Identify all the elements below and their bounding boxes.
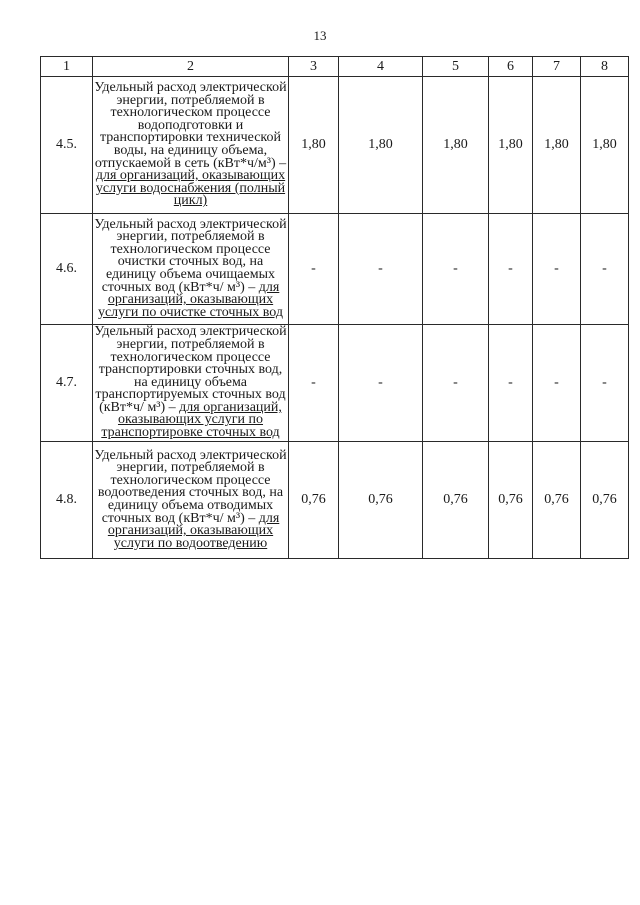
value-cell: 1,80 xyxy=(533,77,581,214)
value-cell: 1,80 xyxy=(339,77,423,214)
header-cell: 4 xyxy=(339,57,423,77)
table-row xyxy=(41,325,629,442)
row-description xyxy=(93,77,289,214)
header-cell: 7 xyxy=(533,57,581,77)
value-cell: 1,80 xyxy=(581,77,629,214)
value-cell: - xyxy=(533,214,581,325)
value-cell: 0,76 xyxy=(533,442,581,559)
value-cell: 0,76 xyxy=(581,442,629,559)
value-cell: - xyxy=(339,214,423,325)
value-cell: - xyxy=(339,325,423,442)
description-text: Удельный расход электрической энергии, потребляемой в технологическом процессе водоподготовки и транспортировки технической воды, на единицу объема, отпускаемой в сеть (кВт*ч/м³) – xyxy=(94,80,287,171)
value-cell: 0,76 xyxy=(339,442,423,559)
row-description xyxy=(93,214,289,325)
row-number: 4.6. xyxy=(41,214,93,325)
table-row xyxy=(41,442,629,559)
description-underlined-text: для организаций, оказывающих услуги по водоотведению xyxy=(107,510,280,551)
value-cell: - xyxy=(423,325,489,442)
table-row xyxy=(41,77,629,214)
table-row xyxy=(41,214,629,325)
value-cell: - xyxy=(489,214,533,325)
table-header-row xyxy=(41,57,629,77)
header-cell: 8 xyxy=(581,57,629,77)
value-cell: 0,76 xyxy=(423,442,489,559)
value-cell: - xyxy=(581,325,629,442)
row-number: 4.5. xyxy=(41,77,93,214)
header-cell: 6 xyxy=(489,57,533,77)
row-number: 4.8. xyxy=(41,442,93,559)
header-cell: 1 xyxy=(41,57,93,77)
row-description xyxy=(93,325,289,442)
value-cell: 0,76 xyxy=(489,442,533,559)
value-cell: 1,80 xyxy=(489,77,533,214)
description-text: Удельный расход электрической энергии, потребляемой в технологическом процессе транспортировки сточных вод, на единицу объема транспортируемых сточных вод (кВт*ч/ м³) – xyxy=(94,324,287,415)
header-cell: 3 xyxy=(289,57,339,77)
value-cell: 0,76 xyxy=(289,442,339,559)
description-text: Удельный расход электрической энергии, потребляемой в технологическом процессе очистки сточных вод, на единицу объема очищаемых сточных вод (кВт*ч/ м³) – xyxy=(94,216,287,295)
value-cell: - xyxy=(533,325,581,442)
value-cell: - xyxy=(581,214,629,325)
description-underlined-text: для организаций, оказывающих услуги по транспортировке сточных вод xyxy=(101,399,282,441)
value-cell: - xyxy=(289,325,339,442)
value-cell: 1,80 xyxy=(423,77,489,214)
value-cell: - xyxy=(423,214,489,325)
row-description xyxy=(93,442,289,559)
description-underlined-text: для организаций, оказывающих услуги по очистке сточных вод xyxy=(97,279,284,320)
description-underlined-text: для организаций, оказывающих услуги водоснабжения (полный цикл) xyxy=(95,168,286,209)
value-cell: - xyxy=(489,325,533,442)
indicators-table xyxy=(40,56,629,559)
value-cell: 1,80 xyxy=(289,77,339,214)
row-number: 4.7. xyxy=(41,325,93,442)
header-cell: 2 xyxy=(93,57,289,77)
header-cell: 5 xyxy=(423,57,489,77)
description-text: Удельный расход электрической энергии, потребляемой в технологическом процессе водоотведения сточных вод, на единицу объема отводимых сточных вод (кВт*ч/ м³) – xyxy=(94,447,287,526)
page-number: 13 xyxy=(313,28,327,43)
value-cell: - xyxy=(289,214,339,325)
